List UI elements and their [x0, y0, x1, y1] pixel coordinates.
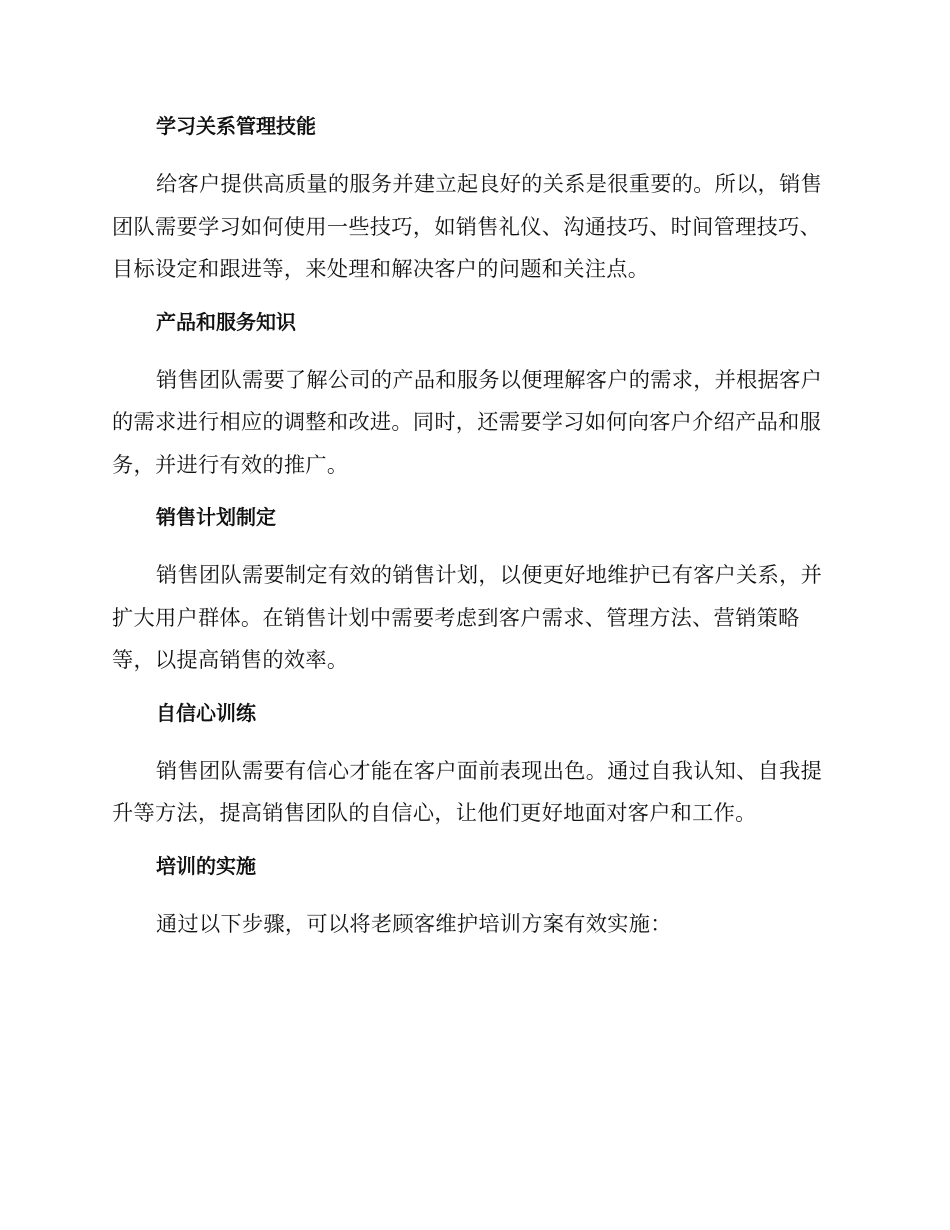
section-heading-sales-plan: 销售计划制定 — [156, 505, 276, 529]
section-heading-training-implementation: 培训的实施 — [156, 853, 256, 878]
section-heading-confidence-training: 自信心训练 — [156, 700, 256, 725]
section-heading-relationship-skills: 学习关系管理技能 — [156, 114, 316, 138]
section-paragraph-training-implementation: 通过以下步骤，可以将老顾客维护培训方案有效实施： — [156, 910, 672, 936]
section-paragraph-sales-plan: 销售团队需要制定有效的销售计划，以便更好地维护已有客户关系，并扩大用户群体。在销售计划中需要考虑到客户需求、管理方法、营销策略等，以提高销售的效率。 — [112, 562, 823, 672]
document-body — [112, 108, 832, 945]
section-paragraph-relationship-skills: 给客户提供高质量的服务并建立起良好的关系是很重要的。所以，销售团队需要学习如何使用一些技巧，如销售礼仪、沟通技巧、时间管理技巧、目标设定和跟进等，来处理和解决客户的问题和关注点。 — [112, 171, 823, 281]
section-paragraph-product-knowledge: 销售团队需要了解公司的产品和服务以便理解客户的需求，并根据客户的需求进行相应的调整和改进。同时，还需要学习如何向客户介绍产品和服务，并进行有效的推广。 — [112, 366, 823, 477]
section-paragraph-confidence-training: 销售团队需要有信心才能在客户面前表现出色。通过自我认知、自我提升等方法，提高销售团队的自信心，让他们更好地面对客户和工作。 — [112, 757, 823, 825]
section-heading-product-knowledge: 产品和服务知识 — [156, 309, 296, 334]
